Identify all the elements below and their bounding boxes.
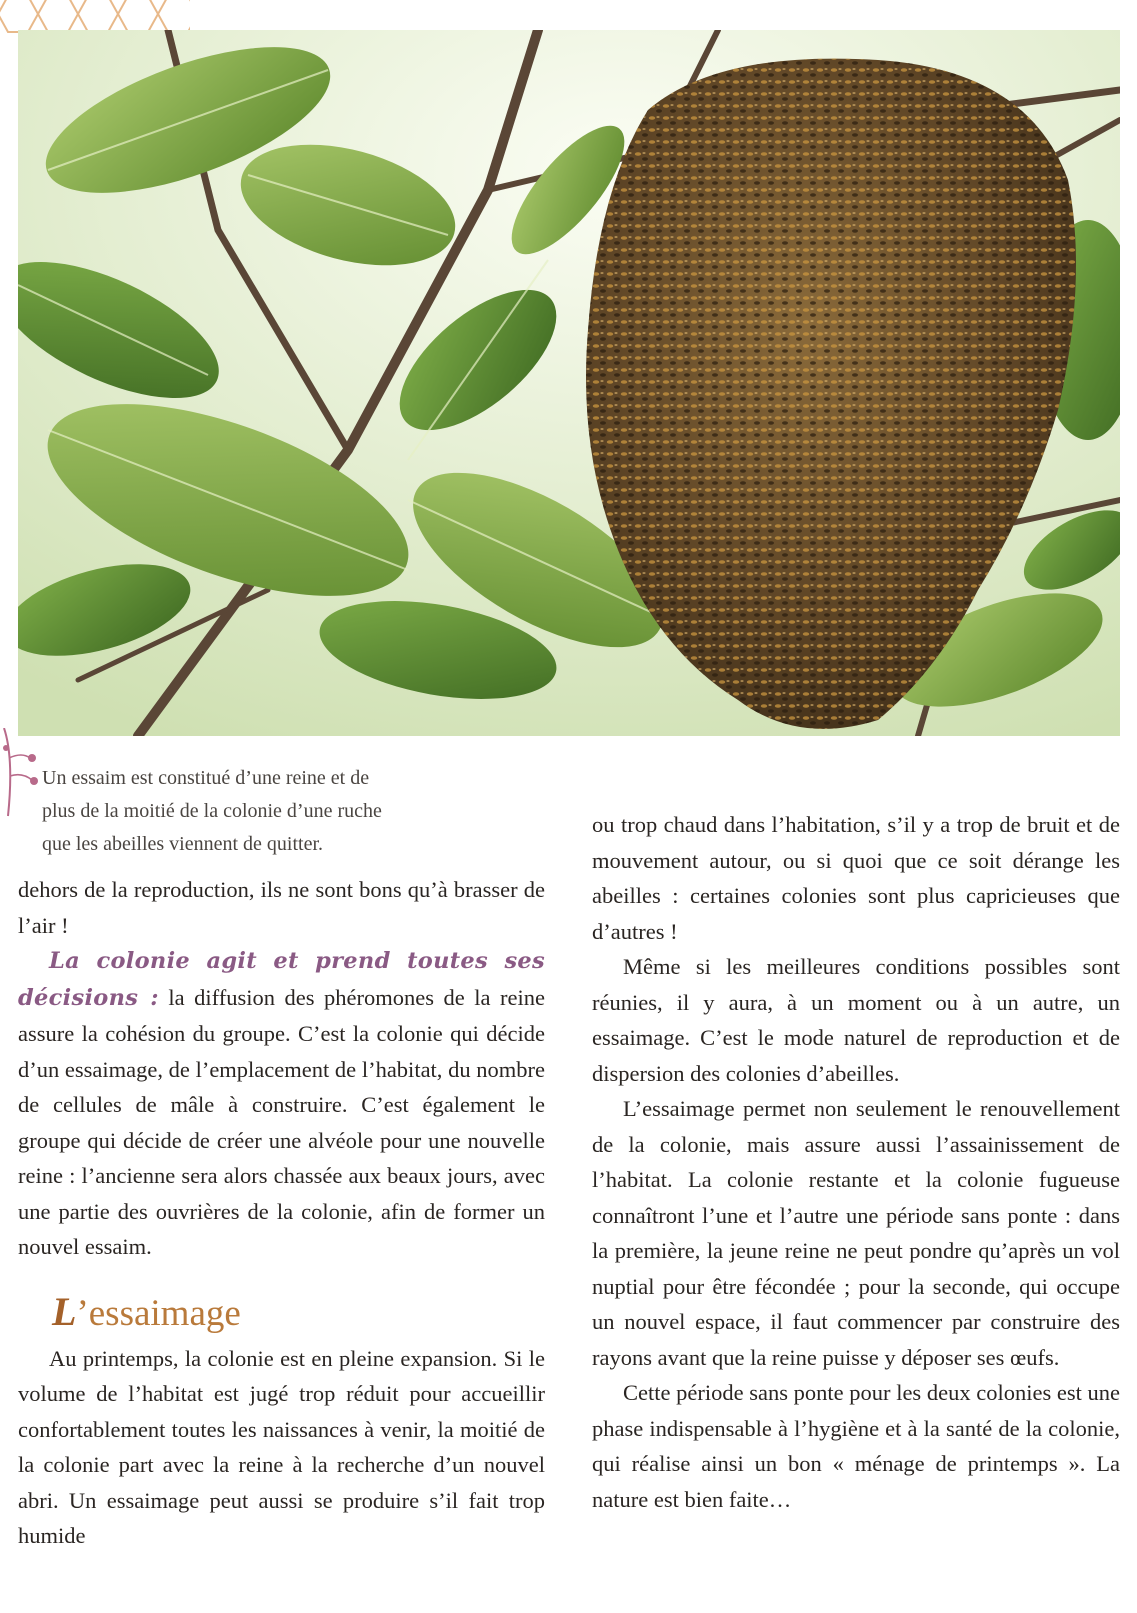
paragraph: dehors de la reproduction, ils ne sont bons qu’à brasser de l’air ! — [18, 877, 545, 938]
paragraph: Au printemps, la colonie est en pleine expansion. Si le volume de l’habitat est jugé trop réduit pour accueillir confortablement toutes les naissances à venir, la moitié de la colonie part avec la reine à la recherche d’un nouvel abri. Un essaimage peut aussi se produire s’il fait trop humide — [18, 1345, 545, 1548]
paragraph: Cette période sans ponte pour les deux colonies est une phase indispensable à l’hygiène et à la santé de la colonie, qui réalise ainsi un bon « ménage de printemps ». La nature est bien faite… — [592, 1380, 1120, 1512]
lead-in: La colonie agit et prend toutes ses décisions : — [18, 948, 545, 1011]
section-heading — [52, 1289, 545, 1337]
heading-initial: L — [52, 1288, 77, 1334]
paragraph: Même si les meilleures conditions possibles sont réunies, il y aura, à un moment ou à un autre, un essaimage. C’est le mode naturel de reproduction et de dispersion des colonies d’abeilles. — [592, 954, 1120, 1086]
paragraph — [18, 943, 545, 1265]
paragraph: L’essaimage permet non seulement le renouvellement de la colonie, mais assure aussi l’assainissement de l’habitat. La colonie restante et la colonie fugueuse connaîtront l’une et l’autre une période sans ponte : dans la première, la jeune reine ne peut pondre qu’après un vol nuptial pour être fécondée ; pour la seconde, qui occupe un nouvel espace, il faut commencer par construire des rayons avant que la reine puisse y déposer ses œufs. — [592, 1096, 1120, 1370]
heading-text: ’essaimage — [76, 1292, 241, 1334]
bee-swarm-photo — [18, 30, 1120, 736]
caption-line: que les abeilles viennent de quitter. — [42, 833, 324, 855]
right-column — [592, 807, 1120, 1517]
paragraph: ou trop chaud dans l’habitation, s’il y a trop de bruit et de mouvement autour, ou si quoi que ce soit dérange les abeilles : certaines colonies sont plus capricieuses que d’autres ! — [592, 812, 1120, 944]
caption-line: plus de la moitié de la colonie d’une ruche — [42, 800, 382, 822]
left-column — [18, 872, 545, 1554]
flower-sprig-icon — [0, 728, 40, 818]
caption-line: Un essaim est constitué d’une reine et de — [42, 767, 370, 789]
paragraph-body: la diffusion des phéromones de la reine assure la cohésion du groupe. C’est la colonie qui décide d’un essaimage, de l’emplacement de l’habitat, du nombre de cellules de mâle à construire. C’est également le groupe qui décide de créer une alvéole pour une nouvelle reine : l’ancienne sera alors chassée aux beaux jours, avec une partie des ouvrières de la colonie, afin de former un nouvel essaim. — [18, 984, 546, 1259]
photo-caption — [42, 762, 512, 861]
